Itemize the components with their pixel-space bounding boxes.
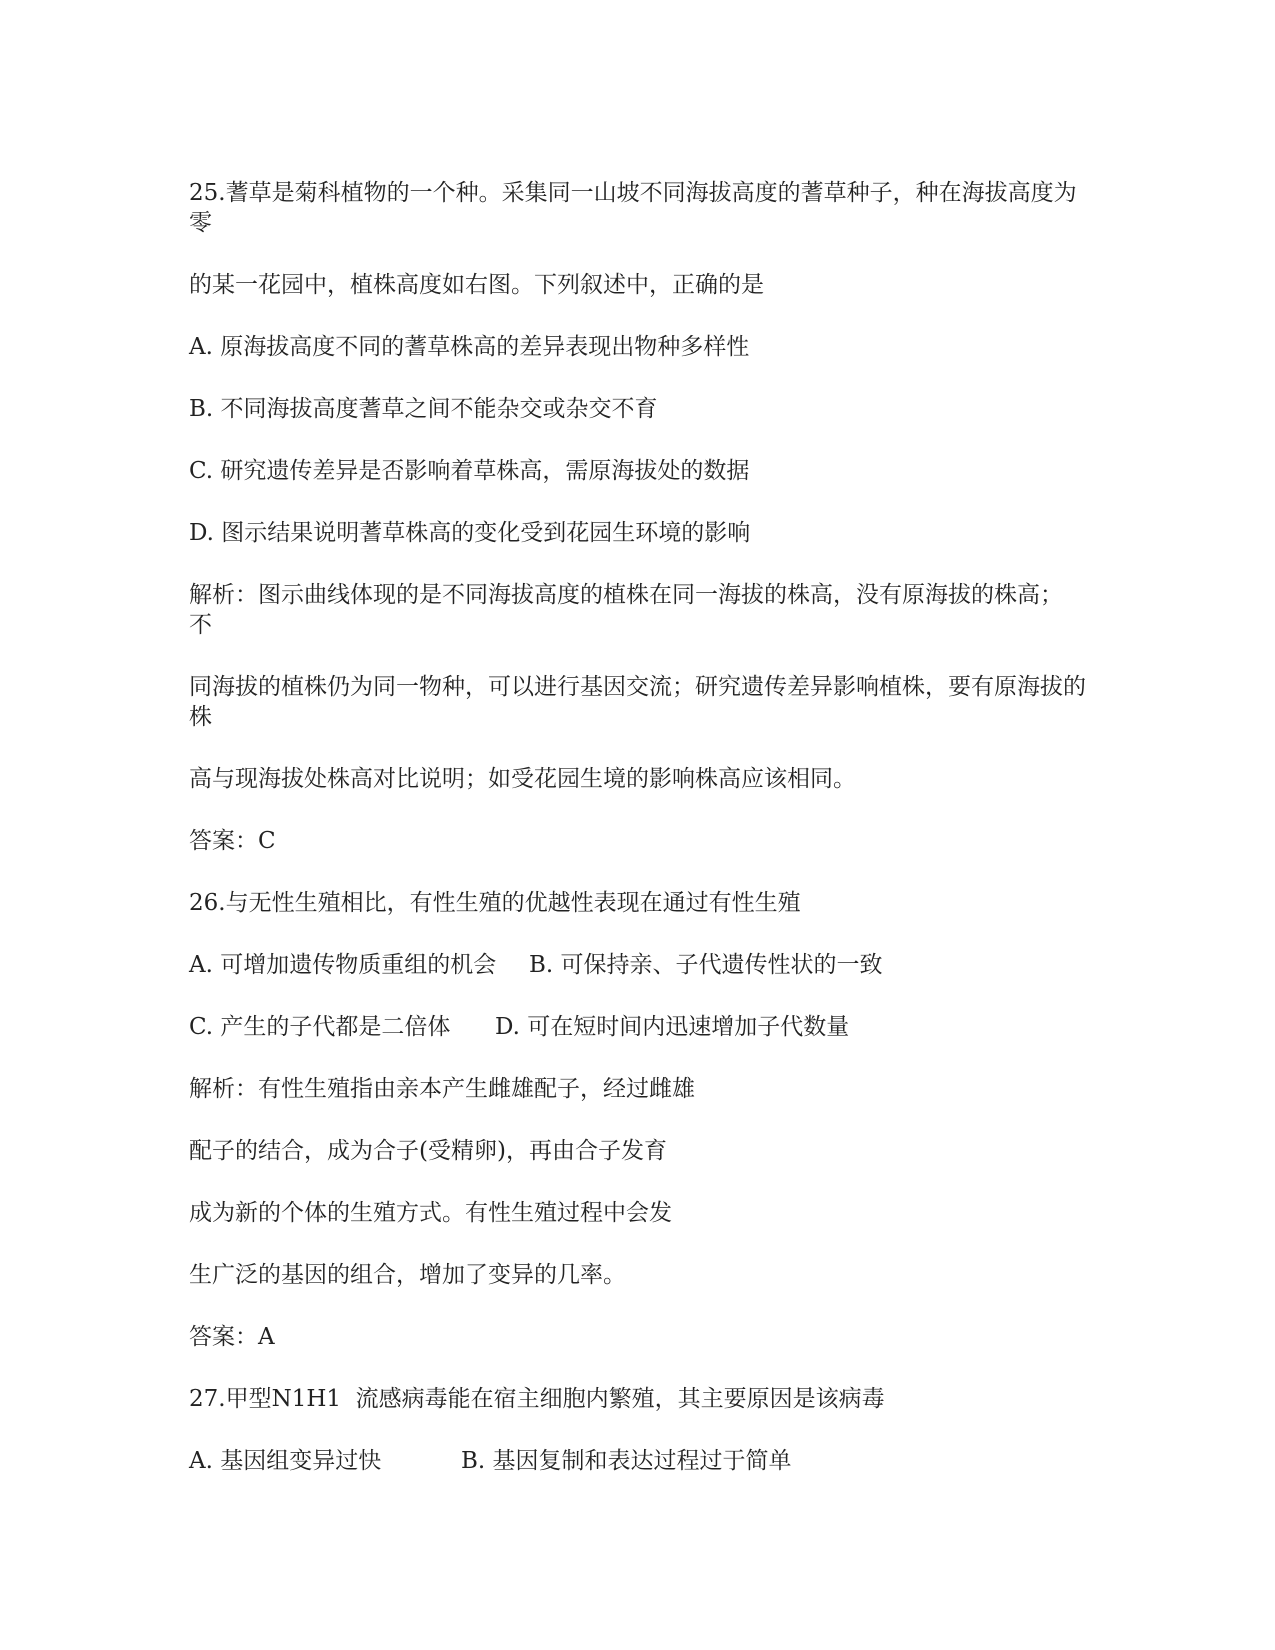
q27-option-b: B. 基因复制和表达过程过于简单 [461, 1448, 792, 1474]
q25-answer: 答案：C [189, 828, 276, 854]
q25-stem-line2: 的某一花园中，植株高度如右图。下列叙述中，正确的是 [189, 272, 764, 298]
q26-option-c: C. 产生的子代都是二倍体 [189, 1014, 451, 1040]
q26-analysis-4: 生广泛的基因的组合，增加了变异的几率。 [189, 1262, 626, 1288]
q26-options-row-2 [189, 1012, 1094, 1042]
q26-analysis-1: 解析：有性生殖指由亲本产生雌雄配子，经过雌雄 [189, 1076, 695, 1102]
document-page [189, 178, 1094, 1508]
q26-analysis-2: 配子的结合，成为合子(受精卵)，再由合子发育 [189, 1138, 667, 1164]
q25-analysis-2: 同海拔的植株仍为同一物种，可以进行基因交流；研究遗传差异影响植株，要有原海拔的株 [189, 674, 1086, 730]
q26-stem: 26.与无性生殖相比，有性生殖的优越性表现在通过有性生殖 [189, 890, 801, 916]
q26-options-row-1 [189, 950, 1094, 980]
q26-option-a: A. 可增加遗传物质重组的机会 [189, 952, 497, 978]
q26-option-b: B. 可保持亲、子代遗传性状的一致 [529, 952, 883, 978]
q25-stem-line1: 25.蓍草是菊科植物的一个种。采集同一山坡不同海拔高度的蓍草种子，种在海拔高度为零 [189, 180, 1077, 236]
q27-option-a: A. 基因组变异过快 [189, 1448, 382, 1474]
q27-options-row-1 [189, 1446, 1094, 1476]
q26-analysis-3: 成为新的个体的生殖方式。有性生殖过程中会发 [189, 1200, 672, 1226]
q25-analysis-3: 高与现海拔处株高对比说明；如受花园生境的影响株高应该相同。 [189, 766, 856, 792]
q26-option-d: D. 可在短时间内迅速增加子代数量 [495, 1014, 850, 1040]
q27-stem: 27.甲型N1H1 流感病毒能在宿主细胞内繁殖，其主要原因是该病毒 [189, 1386, 885, 1412]
q25-option-d: D. 图示结果说明蓍草株高的变化受到花园生环境的影响 [189, 520, 751, 546]
q25-option-c: C. 研究遗传差异是否影响着草株高，需原海拔处的数据 [189, 458, 750, 484]
q25-option-a: A. 原海拔高度不同的蓍草株高的差异表现出物种多样性 [189, 334, 750, 360]
q25-analysis-1: 解析：图示曲线体现的是不同海拔高度的植株在同一海拔的株高，没有原海拔的株高； 不 [189, 582, 1078, 638]
q26-answer: 答案：A [189, 1324, 275, 1350]
q25-option-b: B. 不同海拔高度蓍草之间不能杂交或杂交不育 [189, 396, 658, 422]
